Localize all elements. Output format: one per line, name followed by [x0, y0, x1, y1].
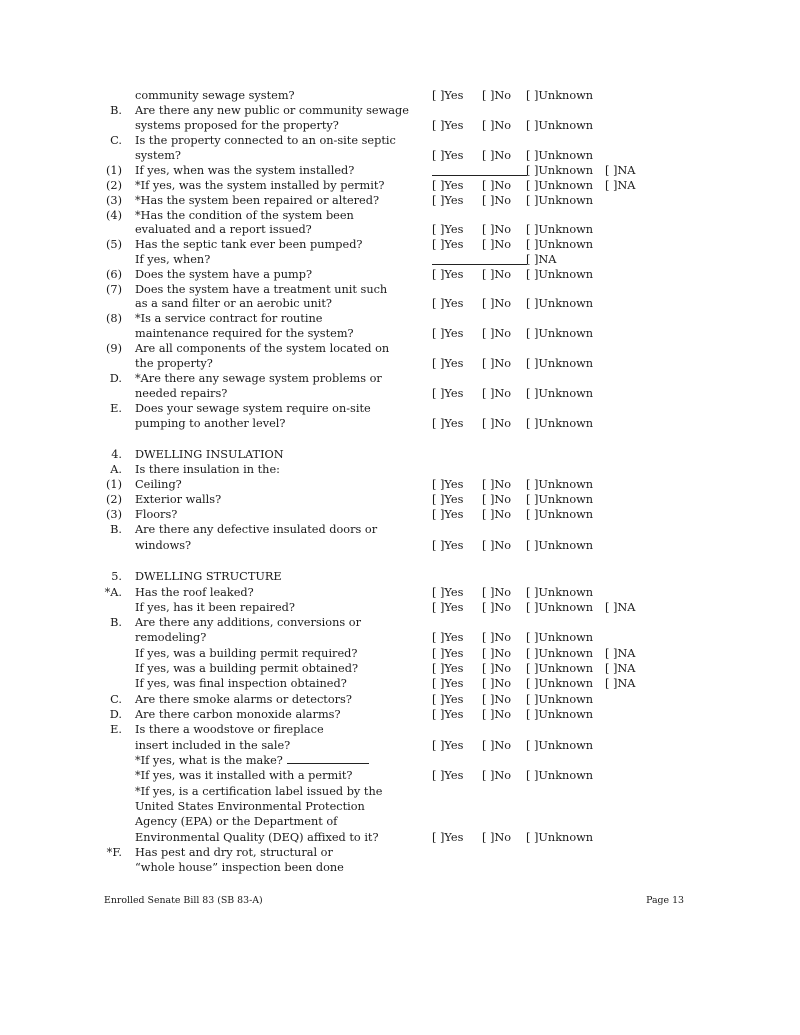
item-label: 5. — [111, 570, 122, 583]
item-label: C. — [110, 134, 122, 147]
question-text-content: Is the property connected to an on-site septic — [135, 134, 396, 147]
checkbox-yes[interactable]: [ ]Yes — [432, 194, 464, 207]
checkbox-yes[interactable]: [ ]Yes — [432, 739, 464, 752]
checkbox-no[interactable]: [ ]No — [482, 297, 512, 310]
item-label: B. — [110, 523, 122, 536]
checkbox-no[interactable]: [ ]No — [482, 586, 512, 599]
question-text-content: Are there any defective insulated doors or — [135, 523, 378, 536]
question-text — [135, 646, 357, 661]
checkbox-yes[interactable]: [ ]Yes — [432, 327, 464, 340]
question-text — [135, 222, 312, 237]
checkbox-no[interactable]: [ ]No — [482, 89, 512, 102]
question-text-content: If yes, was a building permit required? — [135, 647, 358, 660]
checkbox-yes[interactable]: [ ]Yes — [432, 238, 464, 251]
question-text — [135, 371, 382, 386]
question-row — [0, 507, 800, 522]
question-row — [0, 208, 800, 223]
question-row — [0, 615, 800, 630]
question-row — [0, 447, 800, 462]
checkbox-yes[interactable]: [ ]Yes — [432, 223, 464, 236]
checkbox-no[interactable]: [ ]No — [482, 387, 512, 400]
question-text-content: pumping to another level? — [135, 417, 286, 430]
answer-blank-line[interactable] — [432, 175, 527, 176]
question-row — [0, 753, 800, 768]
checkbox-no[interactable]: [ ]No — [482, 223, 512, 236]
question-row — [0, 522, 800, 537]
checkbox-yes[interactable]: [ ]Yes — [432, 769, 464, 782]
question-text — [135, 386, 227, 401]
checkbox-no[interactable]: [ ]No — [482, 327, 512, 340]
answer-blank-line[interactable] — [287, 763, 369, 764]
question-text — [135, 447, 284, 462]
question-row — [0, 600, 800, 615]
question-text-content: DWELLING STRUCTURE — [135, 570, 282, 583]
question-row — [0, 356, 800, 371]
question-text-content: Are there any additions, conversions or — [135, 616, 361, 629]
checkbox-yes[interactable]: [ ]Yes — [432, 647, 464, 660]
question-text — [135, 845, 333, 860]
item-label: (8) — [105, 312, 122, 325]
question-row — [0, 646, 800, 661]
checkbox-no[interactable]: [ ]No — [482, 693, 512, 706]
question-text — [135, 341, 389, 356]
checkbox-unknown[interactable]: [ ]Unknown — [526, 631, 594, 644]
checkbox-unknown[interactable]: [ ]Unknown — [526, 268, 594, 281]
question-text — [135, 282, 387, 297]
checkbox-unknown[interactable]: [ ]Unknown — [526, 327, 594, 340]
checkbox-unknown[interactable]: [ ]Unknown — [526, 223, 594, 236]
checkbox-no[interactable]: [ ]No — [482, 539, 512, 552]
checkbox-unknown[interactable]: [ ]Unknown — [526, 693, 594, 706]
question-row — [0, 222, 800, 237]
question-text — [135, 296, 332, 311]
checkbox-yes[interactable]: [ ]Yes — [432, 508, 464, 521]
checkbox-yes[interactable]: [ ]Yes — [432, 831, 464, 844]
question-row — [0, 860, 800, 875]
checkbox-yes[interactable]: [ ]Yes — [432, 493, 464, 506]
checkbox-no[interactable]: [ ]No — [482, 179, 512, 192]
question-text-content: Exterior walls? — [135, 493, 222, 506]
question-text-content: Is there a woodstove or fireplace — [135, 723, 324, 736]
question-text-content: United States Environmental Protection — [135, 800, 365, 813]
question-text-content: Are all components of the system located on — [135, 342, 390, 355]
checkbox-na[interactable]: [ ]NA — [526, 253, 557, 266]
question-text-content: If yes, when was the system installed? — [135, 164, 355, 177]
checkbox-no[interactable]: [ ]No — [482, 417, 512, 430]
question-text — [135, 615, 361, 630]
item-label: *A. — [104, 586, 122, 599]
question-row — [0, 784, 800, 799]
question-text-content: *Are there any sewage system problems or — [135, 372, 382, 385]
checkbox-unknown[interactable]: [ ]Unknown — [526, 493, 594, 506]
checkbox-unknown[interactable]: [ ]Unknown — [526, 586, 594, 599]
item-label: E. — [110, 402, 122, 415]
question-text — [135, 148, 181, 163]
item-label: D. — [109, 708, 122, 721]
checkbox-yes[interactable]: [ ]Yes — [432, 631, 464, 644]
question-row — [0, 386, 800, 401]
question-text — [135, 252, 210, 267]
question-row — [0, 296, 800, 311]
checkbox-unknown[interactable]: [ ]Unknown — [526, 478, 594, 491]
question-text — [135, 477, 182, 492]
item-label: (9) — [105, 342, 122, 355]
question-text-content: needed repairs? — [135, 387, 228, 400]
question-text — [135, 88, 295, 103]
checkbox-unknown[interactable]: [ ]Unknown — [526, 297, 594, 310]
footer-bill-title: Enrolled Senate Bill 83 (SB 83-A) — [104, 895, 263, 906]
checkbox-unknown[interactable]: [ ]Unknown — [526, 601, 594, 614]
question-text — [135, 707, 341, 722]
question-text — [135, 814, 337, 829]
checkbox-no[interactable]: [ ]No — [482, 662, 512, 675]
checkbox-na[interactable]: [ ]NA — [605, 647, 636, 660]
question-row — [0, 585, 800, 600]
question-text-content: Has the roof leaked? — [135, 586, 254, 599]
question-row — [0, 163, 800, 178]
question-row — [0, 814, 800, 829]
item-label: (3) — [105, 194, 122, 207]
item-label: (5) — [105, 238, 122, 251]
question-text — [135, 208, 354, 223]
question-text — [135, 753, 369, 768]
checkbox-no[interactable]: [ ]No — [482, 677, 512, 690]
checkbox-unknown[interactable]: [ ]Unknown — [526, 238, 594, 251]
question-text — [135, 538, 191, 553]
question-row — [0, 830, 800, 845]
checkbox-no[interactable]: [ ]No — [482, 708, 512, 721]
question-row — [0, 178, 800, 193]
question-text — [135, 860, 344, 875]
question-row — [0, 538, 800, 553]
question-text-content: *Is a service contract for routine — [135, 312, 323, 325]
question-text-content: *Has the condition of the system been — [135, 209, 354, 222]
question-row — [0, 738, 800, 753]
question-text — [135, 416, 285, 431]
checkbox-no[interactable]: [ ]No — [482, 149, 512, 162]
footer-page-number: Page 13 — [646, 895, 684, 906]
checkbox-na[interactable]: [ ]NA — [605, 164, 636, 177]
question-text-content: *If yes, was the system installed by permit? — [135, 179, 385, 192]
question-text-content: Are there any new public or community sewage — [135, 104, 409, 117]
checkbox-yes[interactable]: [ ]Yes — [432, 708, 464, 721]
question-text — [135, 830, 379, 845]
question-row — [0, 799, 800, 814]
question-text-content: If yes, was a building permit obtained? — [135, 662, 359, 675]
checkbox-unknown[interactable]: [ ]Unknown — [526, 119, 594, 132]
checkbox-yes[interactable]: [ ]Yes — [432, 268, 464, 281]
question-row — [0, 692, 800, 707]
checkbox-unknown[interactable]: [ ]Unknown — [526, 194, 594, 207]
checkbox-yes[interactable]: [ ]Yes — [432, 601, 464, 614]
question-text-content: Are there carbon monoxide alarms? — [135, 708, 341, 721]
question-row — [0, 341, 800, 356]
checkbox-no[interactable]: [ ]No — [482, 739, 512, 752]
checkbox-yes[interactable]: [ ]Yes — [432, 119, 464, 132]
checkbox-no[interactable]: [ ]No — [482, 831, 512, 844]
question-text-content: Does the system have a pump? — [135, 268, 313, 281]
checkbox-no[interactable]: [ ]No — [482, 357, 512, 370]
item-label: 4. — [111, 448, 122, 461]
question-text — [135, 462, 280, 477]
question-text-content: evaluated and a report issued? — [135, 223, 312, 236]
question-text — [135, 178, 384, 193]
question-row — [0, 676, 800, 691]
item-label: B. — [110, 104, 122, 117]
checkbox-na[interactable]: [ ]NA — [605, 179, 636, 192]
question-text — [135, 768, 352, 783]
question-text — [135, 600, 295, 615]
checkbox-yes[interactable]: [ ]Yes — [432, 179, 464, 192]
checkbox-unknown[interactable]: [ ]Unknown — [526, 539, 594, 552]
checkbox-unknown[interactable]: [ ]Unknown — [526, 387, 594, 400]
question-text-content: Agency (EPA) or the Department of — [135, 815, 338, 828]
item-label: C. — [110, 693, 122, 706]
question-text — [135, 738, 290, 753]
checkbox-unknown[interactable]: [ ]Unknown — [526, 739, 594, 752]
question-row — [0, 282, 800, 297]
question-row — [0, 311, 800, 326]
question-row — [0, 845, 800, 860]
question-row — [0, 477, 800, 492]
item-label: (2) — [105, 179, 122, 192]
question-text — [135, 522, 377, 537]
checkbox-yes[interactable]: [ ]Yes — [432, 149, 464, 162]
checkbox-unknown[interactable]: [ ]Unknown — [526, 662, 594, 675]
question-text-content: community sewage system? — [135, 89, 295, 102]
item-label: B. — [110, 616, 122, 629]
question-text — [135, 267, 312, 282]
question-text — [135, 163, 354, 178]
question-text-content: the property? — [135, 357, 213, 370]
question-text-content: Is there insulation in the: — [135, 463, 280, 476]
checkbox-unknown[interactable]: [ ]Unknown — [526, 677, 594, 690]
question-text-content: maintenance required for the system? — [135, 327, 354, 340]
question-text — [135, 722, 324, 737]
question-text-content: If yes, has it been repaired? — [135, 601, 295, 614]
item-label: (4) — [105, 209, 122, 222]
question-text-content: Environmental Quality (DEQ) affixed to it? — [135, 831, 379, 844]
question-text — [135, 401, 371, 416]
checkbox-unknown[interactable]: [ ]Unknown — [526, 179, 594, 192]
checkbox-unknown[interactable]: [ ]Unknown — [526, 164, 594, 177]
checkbox-yes[interactable]: [ ]Yes — [432, 357, 464, 370]
question-text — [135, 311, 322, 326]
item-label: (6) — [105, 268, 122, 281]
item-label: D. — [109, 372, 122, 385]
question-text-content: *If yes, was it installed with a permit? — [135, 769, 353, 782]
checkbox-yes[interactable]: [ ]Yes — [432, 297, 464, 310]
question-row — [0, 492, 800, 507]
question-row — [0, 133, 800, 148]
question-text-content: windows? — [135, 539, 192, 552]
question-text-content: *If yes, is a certification label issued by the — [135, 785, 383, 798]
question-text-content: If yes, when? — [135, 253, 211, 266]
checkbox-unknown[interactable]: [ ]Unknown — [526, 357, 594, 370]
question-row — [0, 707, 800, 722]
question-text — [135, 237, 362, 252]
question-text-content: Has pest and dry rot, structural or — [135, 846, 333, 859]
question-text — [135, 569, 282, 584]
question-text — [135, 118, 339, 133]
checkbox-no[interactable]: [ ]No — [482, 119, 512, 132]
checkbox-yes[interactable]: [ ]Yes — [432, 417, 464, 430]
question-row — [0, 326, 800, 341]
item-label: *F. — [106, 846, 122, 859]
question-text-content: as a sand filter or an aerobic unit? — [135, 297, 332, 310]
item-label: (7) — [105, 283, 122, 296]
checkbox-yes[interactable]: [ ]Yes — [432, 662, 464, 675]
question-row — [0, 118, 800, 133]
checkbox-unknown[interactable]: [ ]Unknown — [526, 508, 594, 521]
item-label: A. — [110, 463, 122, 476]
question-row — [0, 722, 800, 737]
question-text — [135, 103, 409, 118]
answer-blank-line[interactable] — [432, 264, 527, 265]
question-text-content: remodeling? — [135, 631, 207, 644]
checkbox-no[interactable]: [ ]No — [482, 508, 512, 521]
question-text-content: “whole house” inspection been done — [135, 861, 344, 874]
checkbox-no[interactable]: [ ]No — [482, 647, 512, 660]
question-text — [135, 784, 382, 799]
question-text-content: Does your sewage system require on-site — [135, 402, 371, 415]
checkbox-yes[interactable]: [ ]Yes — [432, 539, 464, 552]
question-text — [135, 492, 221, 507]
question-text — [135, 133, 396, 148]
item-label: (1) — [105, 478, 122, 491]
checkbox-unknown[interactable]: [ ]Unknown — [526, 769, 594, 782]
question-text-content: DWELLING INSULATION — [135, 448, 284, 461]
checkbox-unknown[interactable]: [ ]Unknown — [526, 417, 594, 430]
question-text — [135, 676, 347, 691]
checkbox-yes[interactable]: [ ]Yes — [432, 586, 464, 599]
checkbox-no[interactable]: [ ]No — [482, 478, 512, 491]
question-text-content: *Has the system been repaired or altered? — [135, 194, 380, 207]
question-text-content: If yes, was final inspection obtained? — [135, 677, 347, 690]
question-text — [135, 356, 213, 371]
question-text — [135, 507, 177, 522]
question-row — [0, 267, 800, 282]
question-row — [0, 88, 800, 103]
question-text — [135, 326, 354, 341]
checkbox-yes[interactable]: [ ]Yes — [432, 677, 464, 690]
item-label: (1) — [105, 164, 122, 177]
question-row — [0, 630, 800, 645]
question-text — [135, 692, 352, 707]
item-label: (2) — [105, 493, 122, 506]
question-text-content: Has the septic tank ever been pumped? — [135, 238, 363, 251]
question-row — [0, 661, 800, 676]
checkbox-yes[interactable]: [ ]Yes — [432, 693, 464, 706]
checkbox-no[interactable]: [ ]No — [482, 493, 512, 506]
checkbox-yes[interactable]: [ ]Yes — [432, 89, 464, 102]
question-text — [135, 630, 206, 645]
checkbox-unknown[interactable]: [ ]Unknown — [526, 89, 594, 102]
question-text-content: insert included in the sale? — [135, 739, 291, 752]
checkbox-yes[interactable]: [ ]Yes — [432, 478, 464, 491]
question-text-content: Does the system have a treatment unit such — [135, 283, 388, 296]
question-row — [0, 371, 800, 386]
question-row — [0, 569, 800, 584]
question-text — [135, 661, 358, 676]
checkbox-no[interactable]: [ ]No — [482, 769, 512, 782]
question-text-content: Floors? — [135, 508, 178, 521]
checkbox-unknown[interactable]: [ ]Unknown — [526, 149, 594, 162]
question-row — [0, 416, 800, 431]
checkbox-na[interactable]: [ ]NA — [605, 662, 636, 675]
question-row — [0, 252, 800, 267]
question-text-content: Ceiling? — [135, 478, 182, 491]
item-label: (3) — [105, 508, 122, 521]
checkbox-unknown[interactable]: [ ]Unknown — [526, 831, 594, 844]
checkbox-no[interactable]: [ ]No — [482, 194, 512, 207]
checkbox-no[interactable]: [ ]No — [482, 268, 512, 281]
checkbox-no[interactable]: [ ]No — [482, 238, 512, 251]
question-text-content: *If yes, what is the make? — [135, 754, 283, 767]
question-row — [0, 768, 800, 783]
checkbox-unknown[interactable]: [ ]Unknown — [526, 708, 594, 721]
question-text-content: Are there smoke alarms or detectors? — [135, 693, 352, 706]
question-text — [135, 799, 365, 814]
question-text-content: system? — [135, 149, 181, 162]
checkbox-no[interactable]: [ ]No — [482, 601, 512, 614]
checkbox-na[interactable]: [ ]NA — [605, 677, 636, 690]
question-row — [0, 193, 800, 208]
question-row — [0, 237, 800, 252]
checkbox-unknown[interactable]: [ ]Unknown — [526, 647, 594, 660]
question-text — [135, 585, 254, 600]
question-row — [0, 401, 800, 416]
item-label: E. — [110, 723, 122, 736]
checkbox-na[interactable]: [ ]NA — [605, 601, 636, 614]
question-row — [0, 148, 800, 163]
checkbox-no[interactable]: [ ]No — [482, 631, 512, 644]
question-text — [135, 193, 379, 208]
question-row — [0, 462, 800, 477]
checkbox-yes[interactable]: [ ]Yes — [432, 387, 464, 400]
question-row — [0, 103, 800, 118]
question-text-content: systems proposed for the property? — [135, 119, 339, 132]
